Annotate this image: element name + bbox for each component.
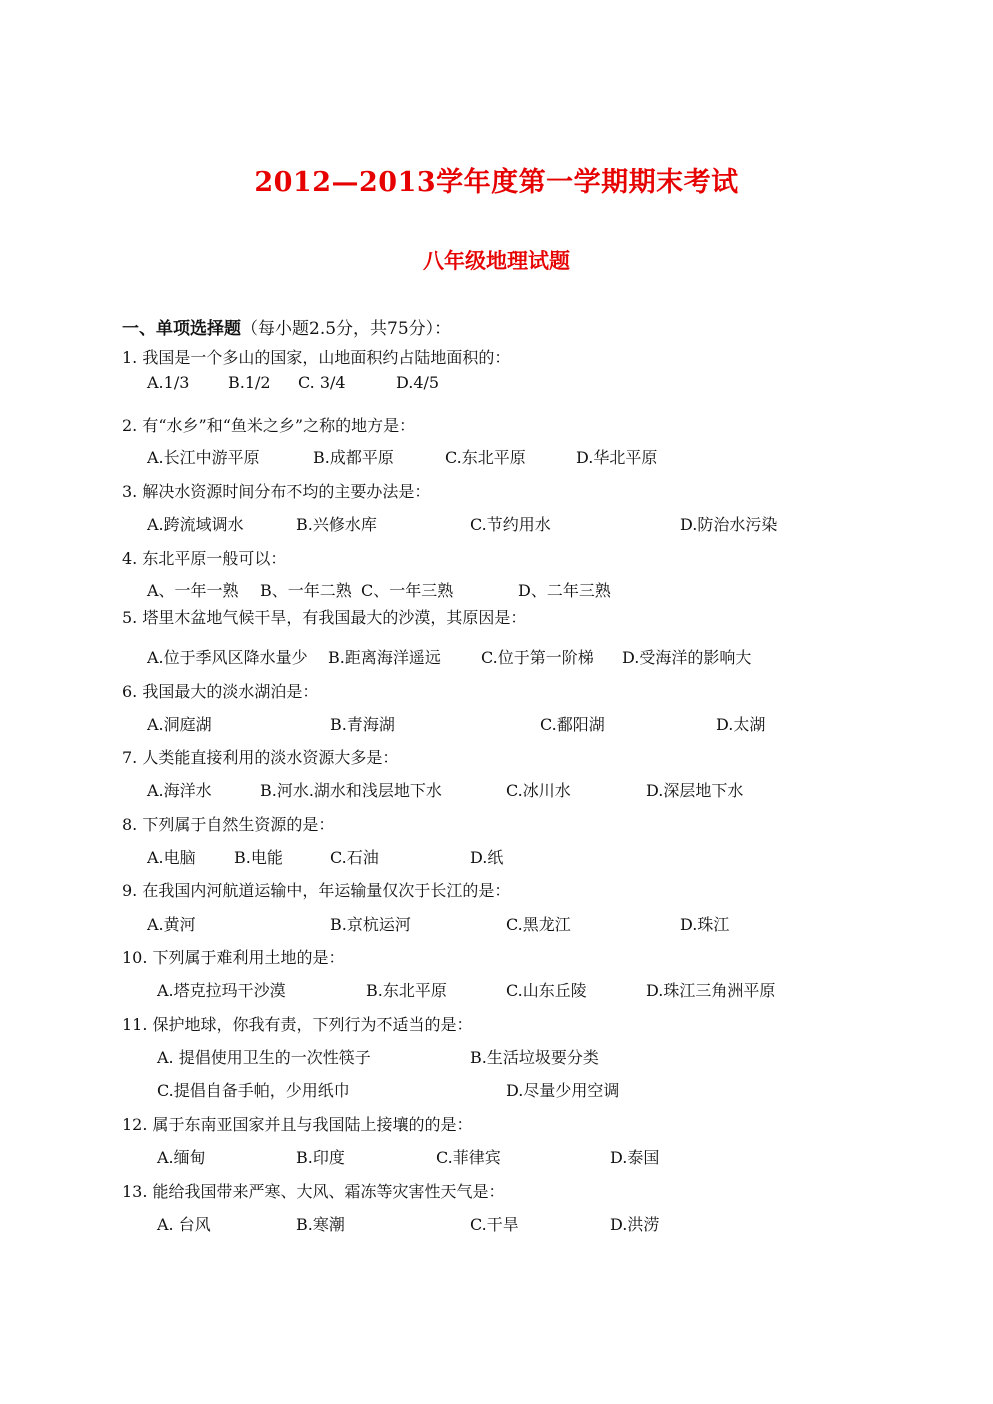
question-10-option-b: B.东北平原: [366, 981, 447, 1000]
question-2-option-c: C.东北平原: [445, 448, 526, 467]
question-11-option-d: D.尽量少用空调: [506, 1081, 620, 1100]
question-1-option-c: C. 3/4: [298, 373, 346, 392]
question-9-stem: 9. 在我国内河航道运输中，年运输量仅次于长江的是：: [122, 881, 511, 900]
question-10-option-c: C.山东丘陵: [506, 981, 587, 1000]
question-4-stem: 4. 东北平原一般可以：: [122, 549, 287, 568]
question-6-stem: 6. 我国最大的淡水湖泊是：: [122, 682, 319, 701]
question-13-option-d: D.洪涝: [610, 1215, 660, 1234]
exam-subtitle: 八年级地理试题: [423, 248, 570, 273]
question-7-option-d: D.深层地下水: [646, 781, 744, 800]
question-9-option-c: C.黑龙江: [506, 915, 571, 934]
question-4-option-a: A、一年一熟: [147, 581, 239, 600]
question-9-option-b: B.京杭运河: [330, 915, 411, 934]
question-8-stem: 8. 下列属于自然生资源的是：: [122, 815, 335, 834]
question-10-stem: 10. 下列属于难利用土地的是：: [122, 948, 345, 967]
question-8-option-b: B.电能: [234, 848, 283, 867]
question-4-option-b: B、一年二熟: [260, 581, 352, 600]
question-3-option-b: B.兴修水库: [296, 515, 377, 534]
question-12-option-d: D.泰国: [610, 1148, 660, 1167]
section-title: 一、单项选择题: [122, 319, 241, 339]
question-12-stem: 12. 属于东南亚国家并且与我国陆上接壤的的是：: [122, 1115, 473, 1134]
question-5-option-b: B.距离海洋遥远: [328, 648, 441, 667]
question-11-option-c: C.提倡自备手帕，少用纸巾: [157, 1081, 350, 1100]
question-13-stem: 13. 能给我国带来严寒、大风、霜冻等灾害性天气是：: [122, 1182, 505, 1201]
question-10-option-d: D.珠江三角洲平原: [646, 981, 776, 1000]
question-7-option-a: A.海洋水: [147, 781, 212, 800]
question-1-stem: 1. 我国是一个多山的国家，山地面积约占陆地面积的：: [122, 348, 511, 367]
question-3-stem: 3. 解决水资源时间分布不均的主要办法是：: [122, 482, 431, 501]
question-7-option-c: C.冰川水: [506, 781, 571, 800]
question-2-option-b: B.成都平原: [313, 448, 394, 467]
question-6-option-d: D.太湖: [716, 715, 766, 734]
question-3-option-a: A.跨流域调水: [147, 515, 244, 534]
question-8-option-d: D.纸: [470, 848, 504, 867]
question-10-option-a: A.塔克拉玛干沙漠: [157, 981, 286, 1000]
question-2-stem: 2. 有“水乡”和“鱼米之乡”之称的地方是：: [122, 416, 416, 435]
question-2-option-d: D.华北平原: [576, 448, 658, 467]
question-6-option-b: B.青海湖: [330, 715, 395, 734]
question-11-stem: 11. 保护地球，你我有责，下列行为不适当的是：: [122, 1015, 473, 1034]
question-2-option-a: A.长江中游平原: [147, 448, 260, 467]
question-11-option-a: A. 提倡使用卫生的一次性筷子: [157, 1048, 371, 1067]
question-12-option-a: A.缅甸: [157, 1148, 206, 1167]
question-13-option-c: C.干旱: [470, 1215, 519, 1234]
question-5-option-d: D.受海洋的影响大: [622, 648, 752, 667]
question-8-option-c: C.石油: [330, 848, 379, 867]
question-1-option-b: B.1/2: [228, 373, 271, 392]
question-1-option-a: A.1/3: [147, 373, 190, 392]
section-heading: [122, 314, 451, 339]
question-7-stem: 7. 人类能直接利用的淡水资源大多是：: [122, 748, 399, 767]
question-6-option-a: A.洞庭湖: [147, 715, 212, 734]
question-5-option-c: C.位于第一阶梯: [481, 648, 594, 667]
section-note: （每小题2.5分，共75分）：: [241, 319, 452, 339]
question-3-option-c: C.节约用水: [470, 515, 551, 534]
question-8-option-a: A.电脑: [147, 848, 196, 867]
question-13-option-a: A. 台风: [157, 1215, 211, 1234]
question-6-option-c: C.鄱阳湖: [540, 715, 605, 734]
question-12-option-b: B.印度: [296, 1148, 345, 1167]
question-12-option-c: C.菲律宾: [436, 1148, 501, 1167]
question-3-option-d: D.防治水污染: [680, 515, 778, 534]
question-1-option-d: D.4/5: [396, 373, 440, 392]
question-4-option-c: C、一年三熟: [361, 581, 454, 600]
question-11-option-b: B.生活垃圾要分类: [470, 1048, 599, 1067]
question-9-option-a: A.黄河: [147, 915, 196, 934]
question-13-option-b: B.寒潮: [296, 1215, 345, 1234]
question-5-option-a: A.位于季风区降水量少: [147, 648, 308, 667]
question-9-option-d: D.珠江: [680, 915, 730, 934]
question-5-stem: 5. 塔里木盆地气候干旱，有我国最大的沙漠，其原因是：: [122, 608, 527, 627]
exam-title: 2012—2013学年度第一学期期末考试: [254, 167, 739, 198]
question-4-option-d: D、二年三熟: [518, 581, 611, 600]
question-7-option-b: B.河水.湖水和浅层地下水: [260, 781, 442, 800]
